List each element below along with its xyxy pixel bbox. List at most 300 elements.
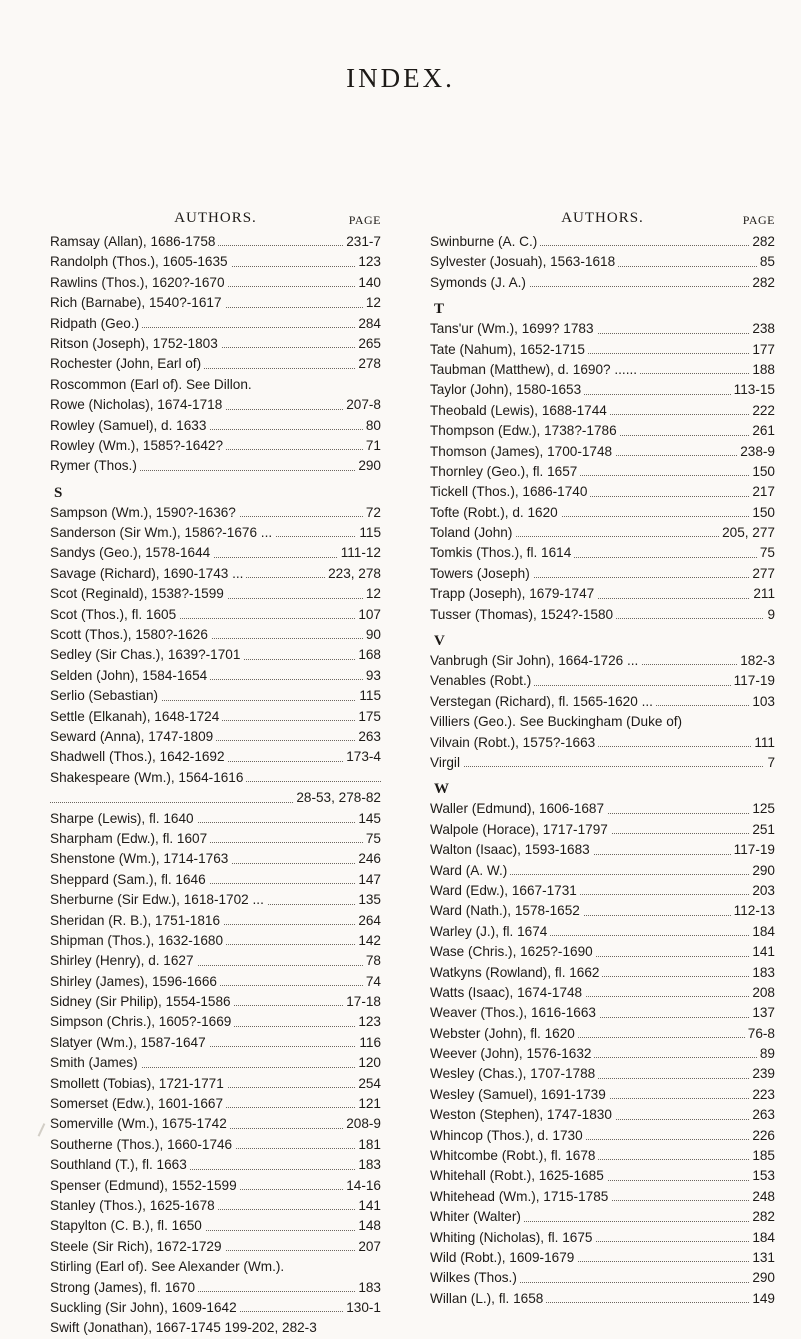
entry-page-ref: 211	[750, 584, 775, 604]
entry-page-ref: 282	[749, 1207, 775, 1227]
entry-page-ref: 290	[749, 861, 775, 881]
entry-page-ref: 121	[355, 1094, 381, 1114]
index-entry	[50, 1196, 381, 1216]
entry-name: Shadwell (Thos.), 1642-1692	[50, 749, 228, 764]
entry-name: Ritson (Joseph), 1752-1803	[50, 336, 221, 351]
entry-page-ref: 148	[355, 1216, 381, 1236]
entry-page-ref: 12	[363, 584, 381, 604]
index-entry	[50, 645, 381, 665]
index-entry	[50, 1114, 381, 1134]
index-entry	[430, 820, 775, 840]
entry-name: Southland (T.), fl. 1663	[50, 1157, 190, 1172]
entry-name: Sheppard (Sam.), fl. 1646	[50, 872, 209, 887]
entry-page-ref: 147	[355, 870, 381, 890]
entry-name: Toland (John)	[430, 525, 515, 540]
entry-page-ref: 177	[749, 340, 775, 360]
entry-name: Rochester (John, Earl of)	[50, 356, 204, 371]
index-entry	[430, 942, 775, 962]
entry-name: Tomkis (Thos.), fl. 1614	[430, 545, 574, 560]
index-entry	[50, 1094, 381, 1114]
index-entry	[50, 1257, 381, 1277]
index-entry	[50, 543, 381, 563]
entry-page-ref: 246	[355, 849, 381, 869]
entry-name: Whitehall (Robt.), 1625-1685	[430, 1168, 607, 1183]
entry-page-ref: 135	[355, 890, 381, 910]
entry-page-ref: 14-16	[343, 1176, 381, 1196]
entry-name: Webster (John), fl. 1620	[430, 1026, 578, 1041]
index-entry	[430, 1289, 775, 1309]
index-entry	[50, 584, 381, 604]
index-entry	[430, 605, 775, 625]
entry-page-ref: 239	[749, 1064, 775, 1084]
entry-name: Watts (Isaac), 1674-1748	[430, 985, 585, 1000]
entry-name: Swinburne (A. C.)	[430, 234, 540, 249]
index-entry	[430, 1207, 775, 1227]
entry-page-ref: 265	[355, 334, 381, 354]
entry-page-ref: 12	[363, 293, 381, 313]
entry-name: Shirley (James), 1596-1666	[50, 974, 220, 989]
entry-name: Tickell (Thos.), 1686-1740	[430, 484, 590, 499]
entry-name: Warley (J.), fl. 1674	[430, 924, 550, 939]
index-entry	[50, 503, 381, 523]
entry-name: Ramsay (Allan), 1686-1758	[50, 234, 218, 249]
entry-page-ref: 205, 277	[719, 523, 775, 543]
index-entry	[50, 314, 381, 334]
entry-name: Sylvester (Josuah), 1563-1618	[430, 254, 618, 269]
entry-page-ref: 223	[749, 1085, 775, 1105]
index-entry	[430, 922, 775, 942]
entry-page-ref: 123	[355, 1012, 381, 1032]
entry-page-ref: 182-3	[737, 651, 775, 671]
entry-page-ref: 107	[355, 605, 381, 625]
index-entry	[430, 651, 775, 671]
entry-page-ref: 238-9	[737, 442, 775, 462]
entry-name: Weever (John), 1576-1632	[430, 1046, 594, 1061]
entry-page-ref: 254	[355, 1074, 381, 1094]
entry-name: Sidney (Sir Philip), 1554-1586	[50, 994, 234, 1009]
entry-page-ref: 123	[355, 252, 381, 272]
index-entry	[50, 232, 381, 252]
index-entry	[430, 881, 775, 901]
entry-name: Wilkes (Thos.)	[430, 1270, 520, 1285]
entry-page-ref: 115	[356, 686, 381, 706]
entry-page-ref: 277	[749, 564, 775, 584]
entry-page-ref: 207	[355, 1237, 381, 1257]
entry-page-ref: 141	[749, 942, 775, 962]
section-letter: V	[434, 633, 445, 650]
entry-page-ref: 203	[749, 881, 775, 901]
index-entry	[50, 972, 381, 992]
entry-name: Verstegan (Richard), fl. 1565-1620 ...	[430, 694, 656, 709]
entry-page-ref: 282	[749, 232, 775, 252]
section-letter: W	[434, 781, 449, 798]
entry-name: Wesley (Samuel), 1691-1739	[430, 1087, 609, 1102]
entry-page-ref: 263	[749, 1105, 775, 1125]
entry-name: Randolph (Thos.), 1605-1635	[50, 254, 231, 269]
entry-name: Sherburne (Sir Edw.), 1618-1702 ...	[50, 892, 267, 907]
index-column-right	[430, 210, 775, 1309]
entry-page-ref: 90	[363, 625, 381, 645]
entry-page-ref: 28-53, 278-82	[293, 788, 381, 808]
index-entry	[430, 503, 775, 523]
entry-name: Scot (Thos.), fl. 1605	[50, 607, 179, 622]
index-entry	[430, 543, 775, 563]
index-entries	[50, 232, 381, 1339]
entry-page-ref: 80	[363, 416, 381, 436]
index-entry	[50, 354, 381, 374]
column-header	[430, 210, 775, 232]
index-entry-continuation	[50, 788, 381, 808]
entry-name: Scott (Thos.), 1580?-1626	[50, 627, 211, 642]
entry-page-ref: 222	[749, 401, 775, 421]
entry-page-ref: 181	[355, 1135, 381, 1155]
index-entry	[50, 605, 381, 625]
index-entry	[50, 890, 381, 910]
index-entry	[50, 1155, 381, 1175]
index-entry	[50, 1216, 381, 1236]
entry-name: Serlio (Sebastian)	[50, 688, 161, 703]
entry-page-ref: 125	[749, 799, 775, 819]
entry-page-ref: 251	[749, 820, 775, 840]
index-entry	[430, 1268, 775, 1288]
index-entry	[50, 375, 381, 395]
entry-page-ref: 142	[355, 931, 381, 951]
entry-page-ref: 184	[749, 1228, 775, 1248]
entry-name: Walton (Isaac), 1593-1683	[430, 842, 593, 857]
entry-name: Swift (Jonathan), 1667-1745 199-202, 282-3	[50, 1320, 320, 1335]
entry-page-ref: 145	[355, 809, 381, 829]
entry-page-ref: 238	[749, 319, 775, 339]
entry-name: Whiter (Walter)	[430, 1209, 524, 1224]
index-entry	[430, 1024, 775, 1044]
entry-name: Villiers (Geo.). See Buckingham (Duke of)	[430, 714, 685, 729]
index-entry	[430, 340, 775, 360]
entry-page-ref: 282	[749, 273, 775, 293]
entry-page-ref: 131	[749, 1248, 775, 1268]
entry-page-ref: 226	[749, 1126, 775, 1146]
entry-page-ref: 93	[363, 666, 381, 686]
page-column-label: PAGE	[348, 213, 381, 227]
entry-page-ref: 74	[363, 972, 381, 992]
index-entry	[50, 911, 381, 931]
entry-page-ref: 111	[751, 733, 775, 753]
entry-name: Weaver (Thos.), 1616-1663	[430, 1005, 599, 1020]
entry-name: Stanley (Thos.), 1625-1678	[50, 1198, 218, 1213]
entry-page-ref: 183	[355, 1278, 381, 1298]
index-entry	[50, 1278, 381, 1298]
entry-page-ref: 261	[749, 421, 775, 441]
index-entry	[430, 733, 775, 753]
index-entry	[50, 1318, 381, 1338]
entry-name: Taubman (Matthew), d. 1690? ......	[430, 362, 640, 377]
entry-name: Symonds (J. A.)	[430, 275, 529, 290]
index-entry	[430, 252, 775, 272]
column-heading: AUTHORS.	[561, 210, 644, 226]
index-entry	[430, 1064, 775, 1084]
index-entry	[50, 1135, 381, 1155]
entry-page-ref: 141	[355, 1196, 381, 1216]
index-entry	[430, 963, 775, 983]
entry-page-ref: 284	[355, 314, 381, 334]
entry-page-ref: 149	[749, 1289, 775, 1309]
page-column-label: PAGE	[742, 213, 775, 227]
entry-name: Selden (John), 1584-1654	[50, 668, 210, 683]
index-entry	[50, 523, 381, 543]
entry-page-ref: 153	[749, 1166, 775, 1186]
entry-name: Strong (James), fl. 1670	[50, 1280, 198, 1295]
entry-page-ref: 223, 278	[325, 564, 381, 584]
entry-name: Ward (A. W.)	[430, 863, 510, 878]
entry-name: Thornley (Geo.), fl. 1657	[430, 464, 580, 479]
entry-page-ref: 263	[355, 727, 381, 747]
entry-name: Trapp (Joseph), 1679-1747	[430, 586, 597, 601]
entry-page-ref: 117-19	[731, 671, 775, 691]
entry-name: Sanderson (Sir Wm.), 1586?-1676 ...	[50, 525, 275, 540]
entry-name: Waller (Edmund), 1606-1687	[430, 801, 607, 816]
entry-page-ref: 103	[749, 692, 775, 712]
entry-page-ref: 140	[355, 273, 381, 293]
entry-name: Ward (Nath.), 1578-1652	[430, 903, 583, 918]
entry-name: Taylor (John), 1580-1653	[430, 382, 584, 397]
entry-name: Settle (Elkanah), 1648-1724	[50, 709, 222, 724]
index-entry	[50, 1176, 381, 1196]
index-entry	[430, 380, 775, 400]
entry-page-ref: 113-15	[731, 380, 775, 400]
index-entry	[50, 1237, 381, 1257]
entry-name: Shipman (Thos.), 1632-1680	[50, 933, 226, 948]
entry-page-ref: 72	[363, 503, 381, 523]
entry-name: Whiting (Nicholas), fl. 1675	[430, 1230, 595, 1245]
index-entry	[50, 334, 381, 354]
entry-name: Spenser (Edmund), 1552-1599	[50, 1178, 240, 1193]
entry-page-ref: 130-1	[343, 1298, 381, 1318]
entry-page-ref: 78	[363, 951, 381, 971]
index-entry	[430, 1166, 775, 1186]
entry-name: Slatyer (Wm.), 1587-1647	[50, 1035, 209, 1050]
entry-name: Shakespeare (Wm.), 1564-1616	[50, 770, 246, 785]
entry-name: Wesley (Chas.), 1707-1788	[430, 1066, 598, 1081]
entry-page-ref: 116	[356, 1033, 381, 1053]
index-entry	[430, 1105, 775, 1125]
entry-page-ref: 183	[355, 1155, 381, 1175]
index-entry	[50, 727, 381, 747]
index-entry	[50, 564, 381, 584]
entry-name: Rowley (Samuel), d. 1633	[50, 418, 209, 433]
index-entry	[430, 564, 775, 584]
entry-page-ref: 115	[356, 523, 381, 543]
entry-page-ref: 7	[764, 753, 775, 773]
index-entry	[430, 462, 775, 482]
entry-page-ref: 112-13	[731, 901, 775, 921]
entry-page-ref: 117-19	[731, 840, 775, 860]
index-entry	[50, 809, 381, 829]
entry-name: Southerne (Thos.), 1660-1746	[50, 1137, 235, 1152]
entry-name: Rymer (Thos.)	[50, 458, 140, 473]
entry-name: Rich (Barnabe), 1540?-1617	[50, 295, 225, 310]
entry-name: Seward (Anna), 1747-1809	[50, 729, 216, 744]
entry-page-ref: 248	[749, 1187, 775, 1207]
entry-page-ref: 85	[757, 252, 775, 272]
entry-name: Ward (Edw.), 1667-1731	[430, 883, 580, 898]
index-entry	[50, 1074, 381, 1094]
entry-page-ref: 184	[749, 922, 775, 942]
entry-name: Sandys (Geo.), 1578-1644	[50, 545, 213, 560]
entry-page-ref: 175	[355, 707, 381, 727]
entry-name: Sheridan (R. B.), 1751-1816	[50, 913, 223, 928]
entry-page-ref: 290	[355, 456, 381, 476]
entry-name: Tusser (Thomas), 1524?-1580	[430, 607, 616, 622]
index-entry	[50, 625, 381, 645]
index-entry	[50, 707, 381, 727]
entry-name: Thompson (Edw.), 1738?-1786	[430, 423, 620, 438]
index-entry	[50, 870, 381, 890]
index-entry	[50, 931, 381, 951]
index-entry	[430, 901, 775, 921]
entry-page-ref: 188	[749, 360, 775, 380]
index-entry	[430, 360, 775, 380]
index-entry	[50, 436, 381, 456]
index-entry	[50, 456, 381, 476]
section-letter: S	[54, 484, 63, 501]
entry-name: Somerset (Edw.), 1601-1667	[50, 1096, 226, 1111]
index-entry	[50, 849, 381, 869]
entry-name: Savage (Richard), 1690-1743 ...	[50, 566, 246, 581]
entry-page-ref: 290	[749, 1268, 775, 1288]
index-entry	[50, 829, 381, 849]
index-entry	[430, 1228, 775, 1248]
index-entry	[50, 1033, 381, 1053]
entry-name: Shirley (Henry), d. 1627	[50, 953, 197, 968]
entry-page-ref: 150	[749, 462, 775, 482]
entry-name: Smith (James)	[50, 1055, 141, 1070]
entry-page-ref: 150	[749, 503, 775, 523]
entry-name: Thomson (James), 1700-1748	[430, 444, 615, 459]
entry-name: Weston (Stephen), 1747-1830	[430, 1107, 615, 1122]
index-entry	[50, 768, 381, 788]
entry-name: Tate (Nahum), 1652-1715	[430, 342, 588, 357]
entry-name: Roscommon (Earl of). See Dillon.	[50, 377, 255, 392]
page-title: INDEX.	[346, 63, 455, 93]
index-entry	[430, 983, 775, 1003]
entry-page-ref: 185	[749, 1146, 775, 1166]
entry-name: Sedley (Sir Chas.), 1639?-1701	[50, 647, 243, 662]
entry-name: Smollett (Tobias), 1721-1771	[50, 1076, 227, 1091]
index-entry	[430, 1126, 775, 1146]
index-entry	[50, 252, 381, 272]
index-entry	[430, 442, 775, 462]
entry-name: Ridpath (Geo.)	[50, 316, 142, 331]
entry-page-ref: 137	[749, 1003, 775, 1023]
index-entry	[430, 671, 775, 691]
index-entry	[430, 1187, 775, 1207]
index-entry	[50, 666, 381, 686]
index-entry	[430, 840, 775, 860]
entry-page-ref: 75	[757, 543, 775, 563]
index-entry	[430, 232, 775, 252]
index-entries	[430, 232, 775, 1309]
index-entry	[50, 395, 381, 415]
index-entry	[50, 273, 381, 293]
entry-name: Wase (Chris.), 1625?-1690	[430, 944, 596, 959]
entry-name: Watkyns (Rowland), fl. 1662	[430, 965, 602, 980]
index-entry	[430, 482, 775, 502]
entry-name: Willan (L.), fl. 1658	[430, 1291, 546, 1306]
entry-name: Virgil	[430, 755, 463, 770]
index-entry	[430, 1003, 775, 1023]
entry-page-ref: 207-8	[343, 395, 381, 415]
entry-name: Stirling (Earl of). See Alexander (Wm.).	[50, 1259, 287, 1274]
entry-name: Venables (Robt.)	[430, 673, 534, 688]
entry-page-ref: 76-8	[745, 1024, 775, 1044]
column-header	[50, 210, 381, 232]
entry-page-ref: 231-7	[343, 232, 381, 252]
entry-page-ref: 75	[363, 829, 381, 849]
index-entry	[430, 1146, 775, 1166]
index-entry	[430, 753, 775, 773]
index-entry	[430, 1085, 775, 1105]
index-entry	[50, 1053, 381, 1073]
entry-name: Tofte (Robt.), d. 1620	[430, 505, 561, 520]
entry-page-ref: 17-18	[343, 992, 381, 1012]
entry-name: Shenstone (Wm.), 1714-1763	[50, 851, 231, 866]
entry-page-ref: 278	[355, 354, 381, 374]
entry-page-ref: 168	[355, 645, 381, 665]
entry-name: Sampson (Wm.), 1590?-1636?	[50, 505, 239, 520]
entry-name: Suckling (Sir John), 1609-1642	[50, 1300, 240, 1315]
entry-page-ref: 264	[355, 911, 381, 931]
entry-page-ref: 208	[749, 983, 775, 1003]
index-entry	[430, 319, 775, 339]
entry-name: Somerville (Wm.), 1675-1742	[50, 1116, 230, 1131]
entry-page-ref: 9	[764, 605, 775, 625]
entry-page-ref: 173-4	[343, 747, 381, 767]
entry-name: Sharpham (Edw.), fl. 1607	[50, 831, 210, 846]
entry-name: Rowe (Nicholas), 1674-1718	[50, 397, 225, 412]
entry-page-ref: 71	[363, 436, 381, 456]
index-entry	[50, 951, 381, 971]
entry-name: Wild (Robt.), 1609-1679	[430, 1250, 577, 1265]
index-entry	[430, 799, 775, 819]
entry-name: Whincop (Thos.), d. 1730	[430, 1128, 586, 1143]
entry-name: Vanbrugh (Sir John), 1664-1726 ...	[430, 653, 641, 668]
index-entry	[430, 1044, 775, 1064]
index-entry	[50, 1012, 381, 1032]
entry-page-ref: 111-12	[338, 543, 381, 563]
index-entry	[50, 1298, 381, 1318]
entry-name: Vilvain (Robt.), 1575?-1663	[430, 735, 598, 750]
index-entry	[50, 992, 381, 1012]
index-entry	[430, 421, 775, 441]
column-heading: AUTHORS.	[174, 210, 257, 226]
index-entry	[430, 861, 775, 881]
section-letter: T	[434, 301, 445, 318]
index-entry	[430, 1248, 775, 1268]
entry-name: Stapylton (C. B.), fl. 1650	[50, 1218, 205, 1233]
index-entry	[430, 523, 775, 543]
entry-name: Steele (Sir Rich), 1672-1729	[50, 1239, 225, 1254]
entry-name: Towers (Joseph)	[430, 566, 533, 581]
entry-name: Whitcombe (Robt.), fl. 1678	[430, 1148, 598, 1163]
index-entry	[50, 686, 381, 706]
index-entry	[430, 401, 775, 421]
entry-name: Rowley (Wm.), 1585?-1642?	[50, 438, 226, 453]
index-column-left	[50, 210, 381, 1339]
index-entry	[430, 584, 775, 604]
index-entry	[50, 747, 381, 767]
entry-name: Simpson (Chris.), 1605?-1669	[50, 1014, 234, 1029]
index-entry	[430, 273, 775, 293]
entry-page-ref: 89	[757, 1044, 775, 1064]
